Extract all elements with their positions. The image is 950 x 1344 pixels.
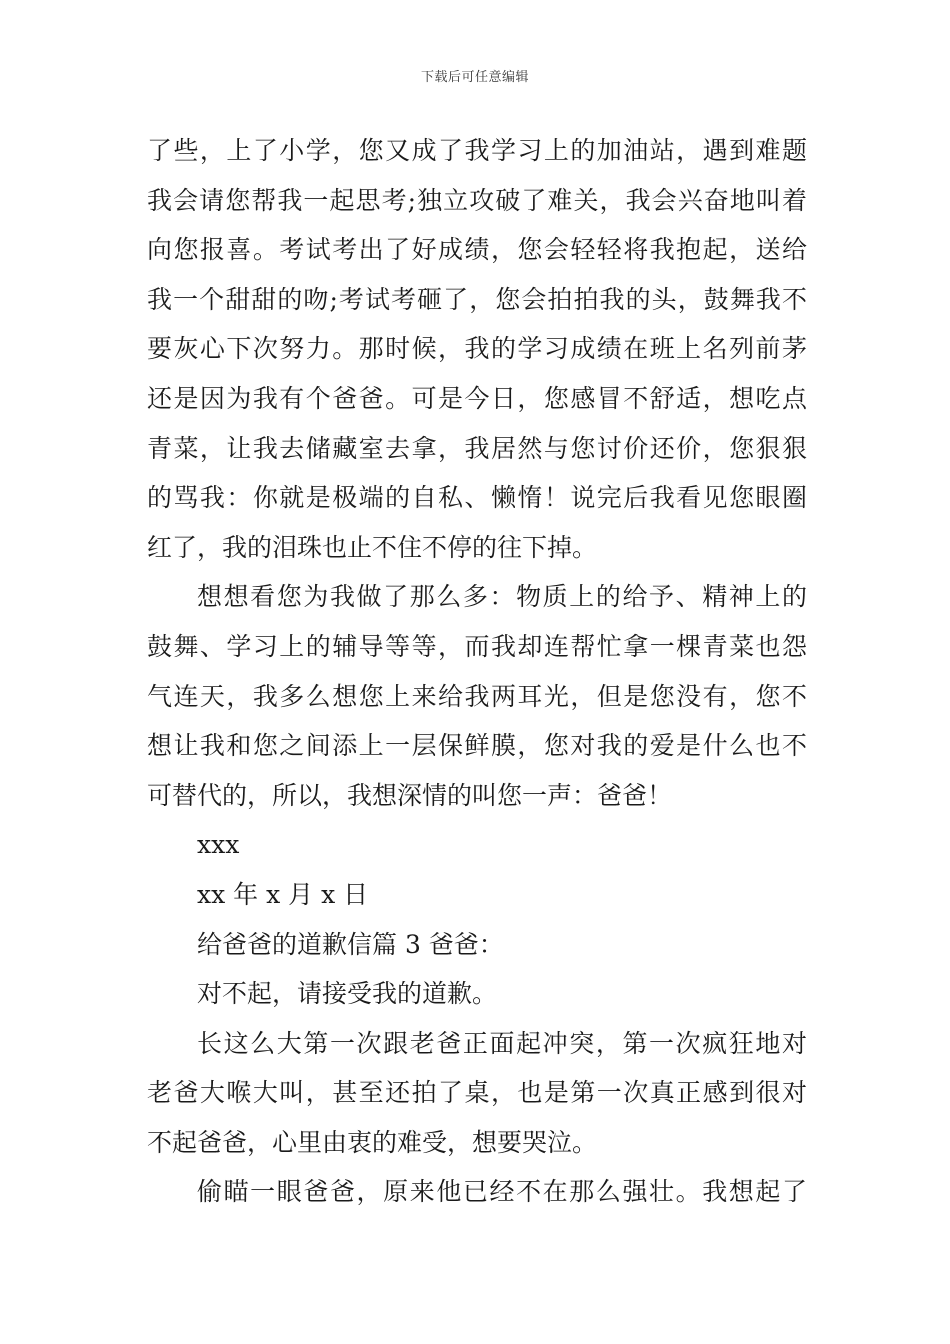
text-line: 想让我和您之间添上一层保鲜膜，您对我的爱是什么也不 bbox=[147, 731, 807, 761]
text-line: 长这么大第一次跟老爸正面起冲突，第一次疯狂地对 bbox=[197, 1028, 807, 1058]
text-line: 老爸大喉大叫，甚至还拍了桌，也是第一次真正感到很对 bbox=[147, 1078, 807, 1108]
date-line: xx 年 x 月 x 日 bbox=[197, 879, 369, 909]
text-line: 了些，上了小学，您又成了我学习上的加油站，遇到难题 bbox=[147, 136, 807, 165]
text-line: 我会请您帮我一起思考;独立攻破了难关，我会兴奋地叫着 bbox=[147, 185, 807, 215]
page-header: 下载后可任意编辑 bbox=[420, 70, 529, 85]
text-line: 可替代的，所以，我想深情的叫您一声：爸爸！ bbox=[147, 780, 673, 810]
text-line: 青菜，让我去储藏室去拿，我居然与您讨价还价，您狠狠 bbox=[147, 433, 807, 463]
text-line: 对不起，请接受我的道歉。 bbox=[197, 979, 498, 1009]
text-line: 的骂我：你就是极端的自私、懒惰！说完后我看见您眼圈 bbox=[147, 483, 807, 513]
section-title: 给爸爸的道歉信篇 3 爸爸： bbox=[197, 929, 504, 959]
text-line: 想想看您为我做了那么多：物质上的给予、精神上的 bbox=[197, 582, 807, 612]
text-line: 我一个甜甜的吻;考试考砸了，您会拍拍我的头，鼓舞我不 bbox=[147, 284, 807, 314]
text-line: 向您报喜。考试考出了好成绩，您会轻轻将我抱起，送给 bbox=[147, 235, 807, 265]
text-line: 还是因为我有个爸爸。可是今日，您感冒不舒适，想吃点 bbox=[147, 383, 807, 413]
signature-line: xxx bbox=[197, 830, 240, 860]
document-body bbox=[147, 126, 807, 1217]
text-line: 不起爸爸，心里由衷的难受，想要哭泣。 bbox=[147, 1127, 598, 1157]
text-line: 要灰心下次努力。那时候，我的学习成绩在班上名列前茅 bbox=[147, 334, 807, 364]
text-line: 气连天，我多么想您上来给我两耳光，但是您没有，您不 bbox=[147, 681, 807, 711]
text-line: 鼓舞、学习上的辅导等等，而我却连帮忙拿一棵青菜也怨 bbox=[147, 631, 807, 661]
text-line: 红了，我的泪珠也止不住不停的往下掉。 bbox=[147, 532, 598, 562]
text-line: 偷瞄一眼爸爸，原来他已经不在那么强壮。我想起了 bbox=[197, 1177, 807, 1207]
